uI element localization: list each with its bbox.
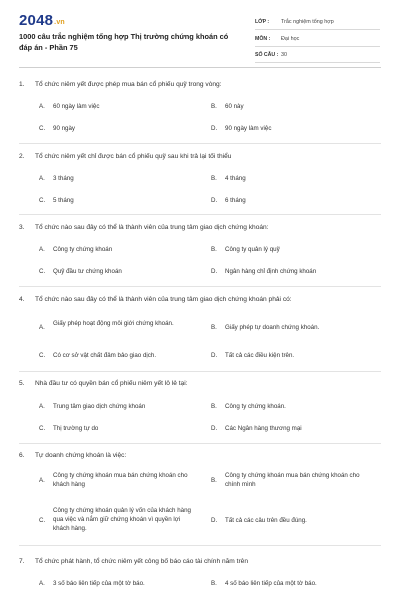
option-text: Công ty chứng khoán [53, 246, 113, 253]
meta-row-subject [255, 32, 380, 47]
question-number: 3. [19, 224, 25, 231]
option-text: Công ty chứng khoán quản lý vốn của khách hàng qua việc và nắm giữ chứng khoán vì quyền lợi khách hàng. [53, 507, 191, 532]
option-text: Công ty chứng khoán. [225, 403, 286, 410]
question-stem: Tổ chức niêm yết chỉ được bán cổ phiếu quỹ sau khi trả lại tối thiểu [35, 153, 232, 160]
option-letter: B. [211, 580, 217, 587]
option-letter: C. [39, 352, 46, 359]
question-stem: Tổ chức nào sau đây có thể là thành viên của trung tâm giao dịch chứng khoán: [35, 224, 269, 231]
option-text: Công ty chứng khoán mua bán chứng khoán cho chính mình [225, 472, 360, 488]
header-divider [19, 67, 381, 68]
question-number: 2. [19, 153, 25, 160]
option-text: Ngân hàng chỉ định chứng khoán [225, 268, 317, 275]
option-letter: A. [39, 403, 45, 410]
option-letter: D. [211, 517, 218, 524]
option-letter: A. [39, 477, 45, 484]
option-text: Thị trường tự do [53, 425, 99, 432]
option-text: 6 tháng [225, 197, 246, 204]
meta-row-class [255, 15, 380, 30]
meta-value: 30 [281, 52, 287, 58]
question-number: 7. [19, 558, 25, 565]
option-letter: D. [211, 268, 218, 275]
question-stem: Tổ chức niêm yết được phép mua bán cổ phiếu quỹ trong vòng: [35, 81, 222, 88]
option-letter: A. [39, 103, 45, 110]
option-text: 4 số báo liên tiếp của một tờ báo. [225, 580, 317, 587]
question-text [19, 379, 381, 388]
option-text: Các Ngân hàng thương mại [225, 425, 302, 432]
option-letter: B. [211, 477, 217, 484]
meta-key: SỐ CÂU : [255, 52, 279, 58]
meta-value: Đại học [281, 35, 300, 42]
option-text: Trung tâm giao dịch chứng khoán [53, 403, 146, 410]
question-text [19, 152, 381, 161]
option-letter: A. [39, 175, 45, 182]
option-text: 5 tháng [53, 197, 74, 204]
option-letter: C. [39, 197, 46, 204]
meta-value: Trắc nghiệm tổng hợp [281, 19, 334, 25]
option-letter: D. [211, 197, 218, 204]
meta-box [255, 15, 380, 65]
option-letter: A. [39, 580, 45, 587]
option-text: 90 ngày làm việc [225, 125, 272, 132]
option-text: Tất cả các điều kiện trên. [225, 352, 295, 359]
question-divider [19, 443, 381, 444]
option-letter: B. [211, 175, 217, 182]
question-stem: Tự doanh chứng khoán là việc: [35, 452, 127, 459]
question-number: 1. [19, 81, 25, 88]
option-text: Công ty chứng khoán mua bán chứng khoán cho khách hàng [53, 472, 188, 488]
option-letter: C. [39, 517, 46, 524]
question-text [19, 451, 381, 460]
option-letter: D. [211, 352, 218, 359]
option-text: Công ty quản lý quỹ [225, 246, 280, 253]
option-text: Tất cả các câu trên đều đúng. [225, 517, 307, 524]
meta-key: MÔN : [255, 35, 271, 42]
document-title: 1000 câu trắc nghiệm tổng hợp Thị trường chứng khoán có đáp án - Phần 75 [19, 32, 229, 52]
option-text: Giấy phép hoạt động môi giới chứng khoán. [53, 320, 174, 327]
logo-suffix-text: .vn [54, 19, 65, 26]
question-text [19, 223, 381, 232]
option-letter: A. [39, 246, 45, 253]
meta-row-count [255, 48, 380, 63]
option-letter: D. [211, 125, 218, 132]
option-letter: B. [211, 403, 217, 410]
question-divider [19, 214, 381, 215]
question-number: 4. [19, 296, 25, 303]
option-text: 60 này [225, 103, 244, 110]
question-text [19, 295, 381, 304]
question-stem: Nhà đầu tư có quyền bán cổ phiếu niêm yết lô lẻ tại: [35, 380, 188, 387]
option-text: 3 tháng [53, 175, 74, 182]
option-text: 90 ngày [53, 125, 76, 132]
option-text: 4 tháng [225, 175, 246, 182]
question-stem: Tổ chức nào sau đây có thể là thành viên của trung tâm giao dịch chứng khoán phải có: [35, 296, 292, 303]
question-text [19, 557, 381, 566]
option-letter: C. [39, 268, 46, 275]
option-letter: B. [211, 324, 217, 331]
option-text: 3 số báo liên tiếp của một tờ báo. [53, 580, 145, 587]
option-letter: B. [211, 246, 217, 253]
option-letter: D. [211, 425, 218, 432]
question-divider [19, 545, 381, 546]
option-text: Quỹ đầu tư chứng khoán [53, 268, 122, 275]
document-header [0, 0, 400, 64]
option-text: 60 ngày làm việc [53, 103, 100, 110]
option-letter: A. [39, 324, 45, 331]
option-text: Có cơ sở vật chất đảm bảo giao dịch. [53, 352, 157, 359]
question-text [19, 80, 381, 89]
question-divider [19, 286, 381, 287]
option-letter: C. [39, 125, 46, 132]
question-number: 5. [19, 380, 25, 387]
option-letter: B. [211, 103, 217, 110]
option-text: Giấy phép tự doanh chứng khoán. [225, 324, 320, 331]
meta-key: LỚP : [255, 19, 270, 25]
question-divider [19, 371, 381, 372]
question-divider [19, 143, 381, 144]
option-letter: C. [39, 425, 46, 432]
question-number: 6. [19, 452, 25, 459]
site-logo[interactable] [19, 12, 65, 29]
question-stem: Tổ chức phát hành, tổ chức niêm yết công bố báo cáo tài chính năm trên [35, 558, 248, 565]
logo-main-text: 2048 [19, 12, 54, 29]
